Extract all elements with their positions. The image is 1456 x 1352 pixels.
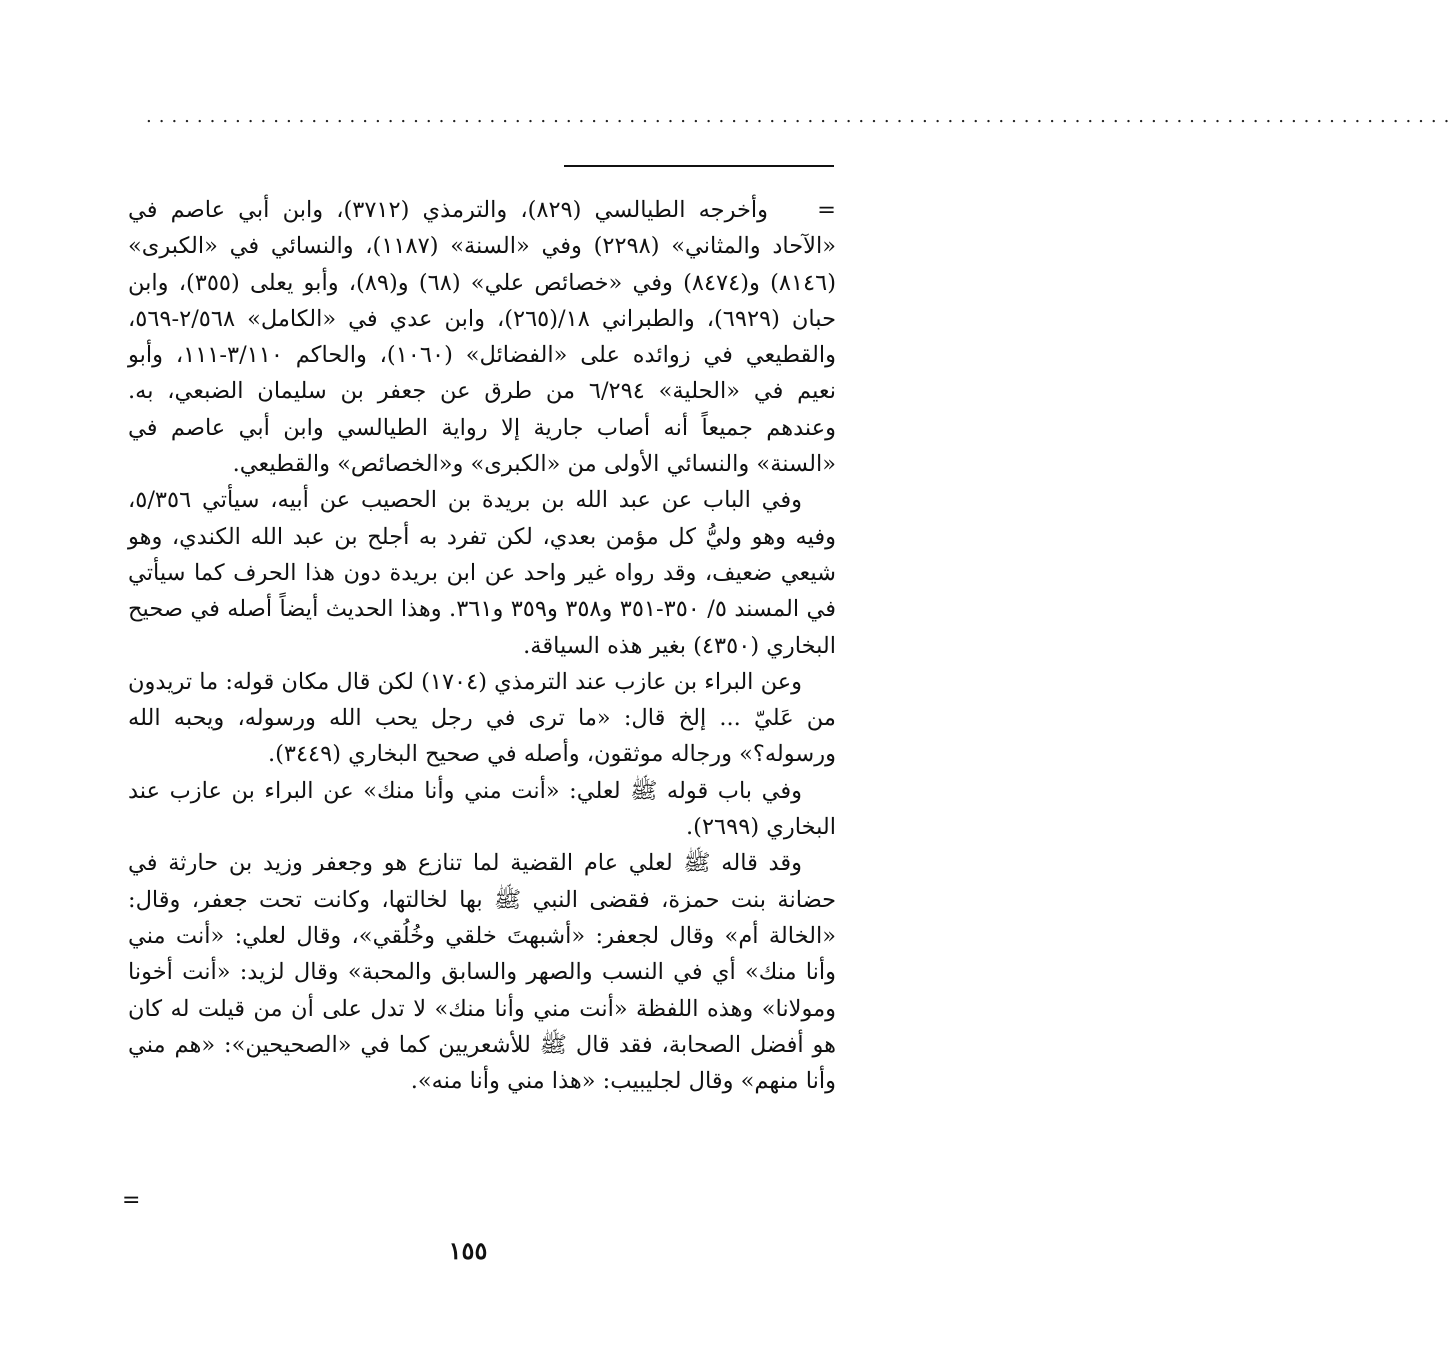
continuation-start-mark: = <box>817 197 837 223</box>
continuation-end-mark: = <box>122 1188 141 1213</box>
paragraph-text: وقد قاله ﷺ لعلي عام القضية لما تنازع هو وجعفر وزيد بن حارثة في حضانة بنت حمزة، فقضى النبي ﷺ بها لخالتها، وكانت تحت جعفر، وقال: «الخالة أم» وقال لجعفر: «أشبهتَ خلقي وخُلُقي»، وقال لعلي: «أنت مني وأنا منك» أي في النسب والصهر والسابق والمحبة» وقال لزيد: «أنت أخونا ومولانا» وهذه اللفظة «أنت مني وأنا منك» لا تدل على أن من قيلت له كان هو أفضل الصحابة، فقد قال ﷺ للأشعريين كما في «الصحيحين»: «هم مني وأنا منهم» وقال لجليبيب: «هذا مني وأنا منه». <box>128 850 836 1095</box>
paragraph-text: وفي الباب عن عبد الله بن بريدة بن الحصيب عن أبيه، سيأتي ٥/٣٥٦، وفيه وهو وليُّ كل مؤمن بعدي، لكن تفرد به أجلح بن عبد الله الكندي، وهو شيعي ضعيف، وقد رواه غير واحد عن ابن بريدة دون هذا الحرف كما سيأتي في المسند ٥/ ٣٥٠-٣٥١ و٣٥٨ و٣٥٩ و٣٦١. وهذا الحديث أيضاً أصله في صحيح البخاري (٤٣٥٠) بغير هذه السياقة. <box>128 487 836 659</box>
footnote-paragraph-5 <box>128 845 836 1099</box>
dotted-separator: ....................................................................................................... <box>146 106 1456 127</box>
footnote-rule <box>564 165 834 167</box>
footnote-paragraph-1 <box>128 192 836 482</box>
footnote-paragraph-4 <box>128 773 836 846</box>
paragraph-text: وعن البراء بن عازب عند الترمذي (١٧٠٤) لكن قال مكان قوله: ما تريدون من عَليّ ... إلخ قال: «ما ترى في رجل يحب الله ورسوله، ويحبه الله ورسوله؟» ورجاله موثقون، وأصله في صحيح البخاري (٣٤٤٩). <box>128 668 836 768</box>
page-number: ١٥٥ <box>448 1236 488 1265</box>
paragraph-text: وفي باب قوله ﷺ لعلي: «أنت مني وأنا منك» عن البراء بن عازب عند البخاري (٢٦٩٩). <box>128 777 836 841</box>
paragraph-text: وأخرجه الطيالسي (٨٢٩)، والترمذي (٣٧١٢)، وابن أبي عاصم في «الآحاد والمثاني» (٢٢٩٨) وفي «السنة» (١١٨٧)، والنسائي في «الكبرى» (٨١٤٦) و(٨٤٧٤) وفي «خصائص علي» (٦٨) و(٨٩)، وأبو يعلى (٣٥٥)، وابن حبان (٦٩٢٩)، والطبراني ١٨/(٢٦٥)، وابن عدي في «الكامل» ٢/٥٦٨-٥٦٩، والقطيعي في زوائده على «الفضائل» (١٠٦٠)، والحاكم ٣/١١٠-١١١، وأبو نعيم في «الحلية» ٦/٢٩٤ من طرق عن جعفر بن سليمان الضبعي، به. وعندهم جميعاً أنه أصاب جارية إلا رواية الطيالسي وابن أبي عاصم في «السنة» والنسائي الأولى من «الكبرى» و«الخصائص» والقطيعي. <box>128 197 837 478</box>
footnote-paragraph-3 <box>128 664 836 773</box>
footnote-paragraph-2 <box>128 482 836 663</box>
footnote-text <box>128 192 836 1099</box>
